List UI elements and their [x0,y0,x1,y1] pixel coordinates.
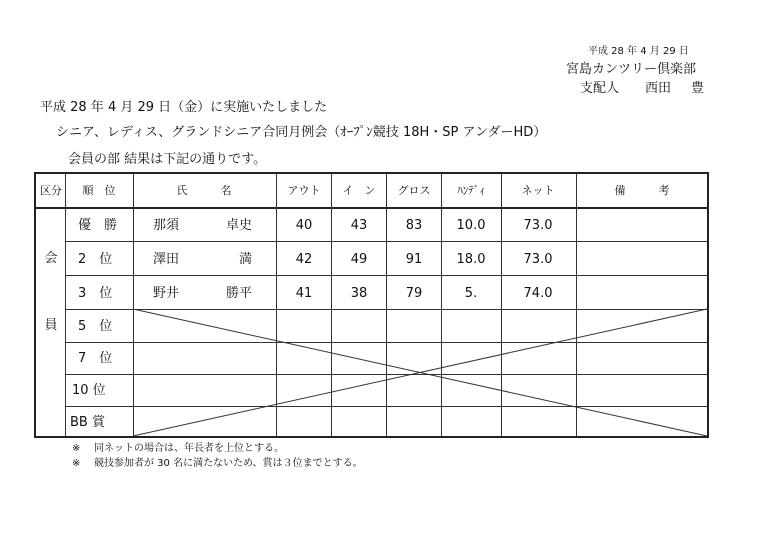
header-handicap: ﾊﾝﾃﾞｨ [457,184,485,197]
footnote [72,456,363,471]
category-char: 員 [44,318,58,333]
header-gross: グロス [397,184,431,197]
intro-line-date: 平成 28 年 4 月 29 日（金）に実施いたしました [40,100,328,115]
intro-line-results: 会員の部 結果は下記の通りです。 [68,152,267,167]
gross-score: 91 [405,252,423,267]
player-given-name: 満 [239,252,253,267]
net-score: 74.0 [523,286,553,301]
header-net: ネット [521,184,555,197]
manager-signature [580,77,704,96]
player-given-name: 勝平 [226,286,253,301]
rank-cell: 7 位 [78,351,113,366]
note-mark: ※ [72,443,81,454]
handicap: 18.0 [456,252,486,267]
player-surname: 野井 [153,286,180,301]
category-char: 会 [44,251,58,266]
out-score: 41 [295,286,313,301]
player-given-name: 卓史 [226,218,253,233]
rank-cell: 2 位 [78,252,113,267]
player-surname: 澤田 [153,252,180,267]
empty-rows-cross-out [36,174,707,436]
in-score: 49 [350,252,368,267]
in-score: 38 [350,286,368,301]
header-out: アウト [287,184,321,197]
net-score: 73.0 [523,218,553,233]
handicap: 10.0 [456,218,486,233]
net-score: 73.0 [523,252,553,267]
footnote-text: 同ネットの場合は、年長者を上位とする。 [94,443,284,454]
gross-score: 83 [405,218,423,233]
footnote-text: 競技参加者が 30 名に満たないため、賞は３位までとする。 [94,458,363,469]
manager-given-name: 豊 [691,81,705,96]
results-table [34,172,709,438]
header-name: 氏 名 [176,184,232,197]
footnote [72,441,363,456]
intro-line-event: シニア、レディス、グランドシニア合同月例会（ｵｰﾌﾟﾝ競技 18H・SP アンダーHD） [56,125,547,140]
out-score: 42 [295,252,313,267]
rank-cell: 10 位 [72,383,106,398]
rank-cell: BB 賞 [70,415,105,430]
manager-surname: 西田 [645,81,672,96]
gross-score: 79 [405,286,423,301]
header-category: 区分 [40,184,62,197]
note-mark: ※ [72,458,81,469]
out-score: 40 [295,218,313,233]
document-date: 平成 28 年 4 月 29 日 [588,46,689,57]
rank-cell: 3 位 [78,286,113,301]
header-in: イ ン [342,184,376,197]
footnotes [72,441,363,471]
rank-cell: 5 位 [78,319,113,334]
header-rank: 順 位 [82,184,116,197]
in-score: 43 [350,218,368,233]
rank-cell: 優 勝 [78,218,118,233]
handicap: 5. [464,286,478,301]
club-name: 宮島カンツリー倶楽部 [566,62,697,77]
player-surname: 那須 [153,218,180,233]
manager-title: 支配人 [580,81,620,96]
header-remarks: 備 考 [614,184,670,197]
